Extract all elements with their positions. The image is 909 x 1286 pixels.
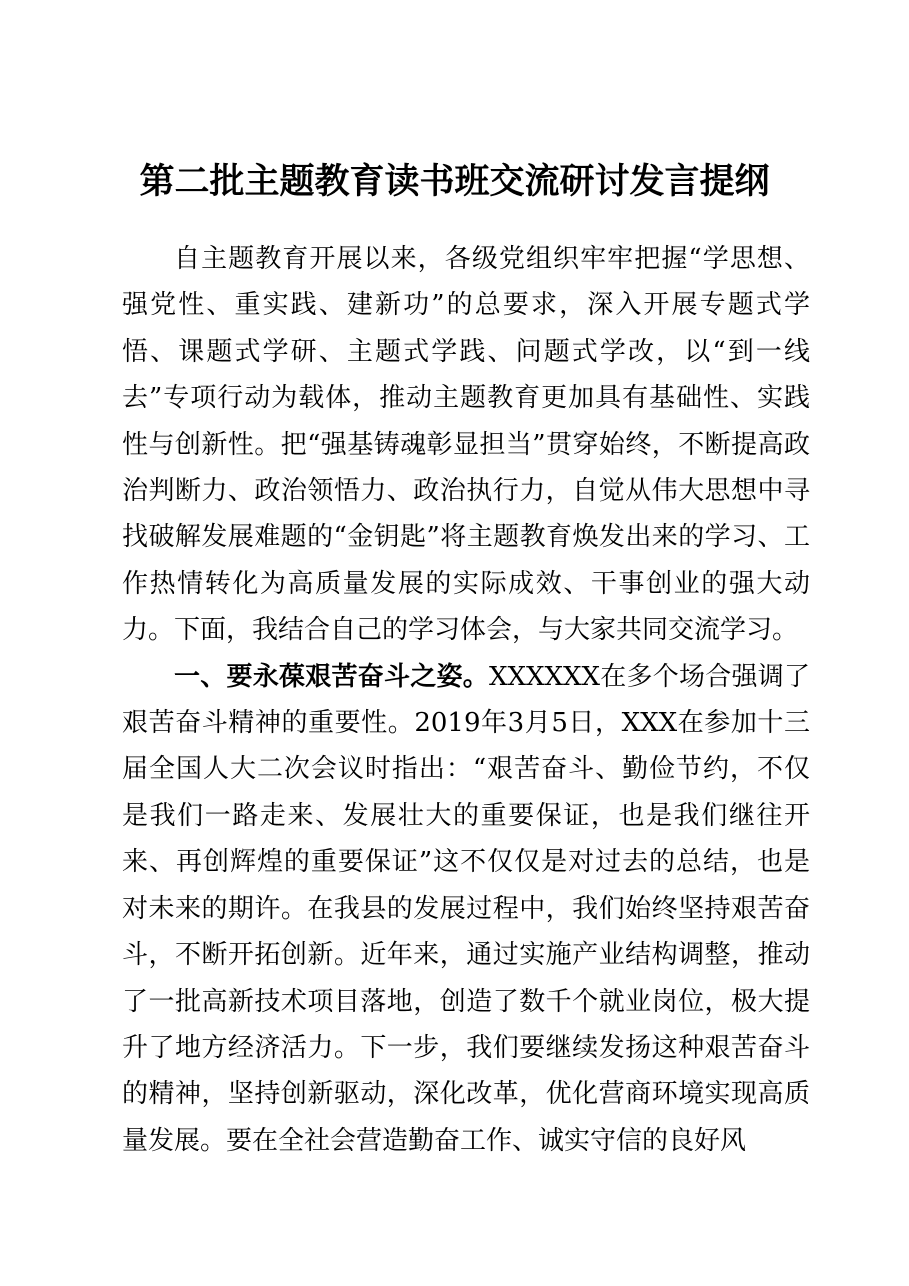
document-title: 第二批主题教育读书班交流研讨发言提纲 [139, 161, 770, 202]
section-1-paragraph [122, 654, 810, 1164]
section-1-body: XXXXXX在多个场合强调了艰苦奋斗精神的重要性。2019年3月5日，XXX在参加十三届全国人大二次会议时指出：“艰苦奋斗、勤俭节约，不仅是我们一路走来、发展壮大的重要保证，也是我们继往开来、再创辉煌的重要保证”这不仅仅是对过去的总结，也是对未来的期许。在我县的发展过程中，我们始终坚持艰苦奋斗，不断开拓创新。近年来，通过实施产业结构调整，推动了一批高新技术项目落地，创造了数千个就业岗位，极大提升了地方经济活力。下一步，我们要继续发扬这种艰苦奋斗的精神，坚持创新驱动，深化改革，优化营商环境实现高质量发展。要在全社会营造勤奋工作、诚实守信的良好风 [122, 661, 810, 1156]
document-body [122, 236, 810, 1164]
section-1-heading: 一、要永葆艰苦奋斗之姿。 [174, 661, 489, 692]
intro-paragraph: 自主题教育开展以来，各级党组织牢牢把握“学思想、强党性、重实践、建新功”的总要求，深入开展专题式学悟、课题式学研、主题式学践、问题式学改，以“到一线去”专项行动为载体，推动主题教育更加具有基础性、实践性与创新性。把“强基铸魂彰显担当”贯穿始终，不断提高政治判断力、政治领悟力、政治执行力，自觉从伟大思想中寻找破解发展难题的“金钥匙”将主题教育焕发出来的学习、工作热情转化为高质量发展的实际成效、干事创业的强大动力。下面，我结合自己的学习体会，与大家共同交流学习。 [122, 244, 810, 646]
